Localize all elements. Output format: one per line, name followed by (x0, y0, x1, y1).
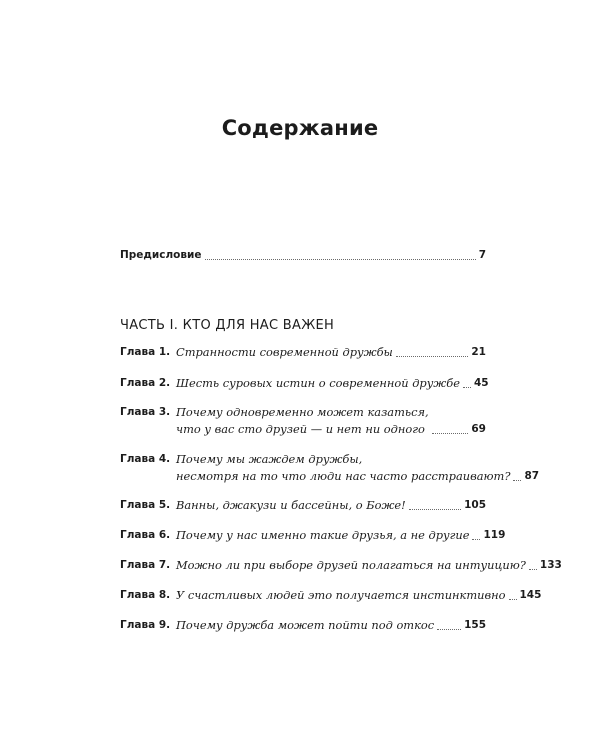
page-number: 105 (464, 499, 486, 511)
toc-entry-chapter-4 (120, 451, 540, 485)
chapter-number: Глава 6. (120, 529, 171, 541)
page-number: 133 (539, 559, 562, 571)
chapter-number: Глава 1. (120, 346, 171, 358)
chapter-title: У счастливых людей это получается инстинктивно (176, 588, 506, 602)
chapter-title: Почему дружба может пойти под откос (176, 618, 435, 632)
page-number: 145 (519, 589, 542, 601)
chapter-title-line-1: Почему одновременно может казаться, (176, 405, 429, 419)
page-number: 45 (473, 377, 489, 389)
toc-entry-chapter-2 (120, 375, 489, 392)
toc-entry-chapter-5 (120, 497, 486, 514)
chapter-number: Глава 5. (120, 499, 171, 511)
chapter-title (176, 404, 429, 438)
dot-leader (509, 598, 517, 600)
toc-entry-chapter-6 (120, 527, 506, 544)
part-heading: ЧАСТЬ I. КТО ДЛЯ НАС ВАЖЕН (120, 318, 335, 333)
chapter-title-line-1: Почему мы жаждем дружбы, (176, 452, 363, 466)
dot-leader (463, 386, 471, 388)
toc-entry-chapter-1 (120, 344, 486, 361)
chapter-number: Глава 8. (120, 589, 171, 601)
dot-leader (396, 355, 469, 357)
dot-leader (432, 432, 469, 434)
page-number: 119 (483, 529, 506, 541)
chapter-title: Странности современной дружбы (176, 345, 393, 359)
chapter-number: Глава 2. (120, 377, 171, 389)
toc-entry-chapter-7 (120, 557, 562, 574)
chapter-title-line-2: несмотря на то что люди нас часто расстраивают? (176, 469, 511, 483)
chapter-title: Можно ли при выборе друзей полагаться на интуицию? (176, 558, 526, 572)
page-number: 69 (471, 423, 486, 435)
preface-label: Предисловие (120, 249, 202, 261)
chapter-title-line-2: что у вас сто друзей — и нет ни одного (176, 422, 425, 436)
page-number: 21 (471, 346, 486, 358)
chapter-number: Глава 9. (120, 619, 171, 631)
chapter-title: Шесть суровых истин о современной дружбе (176, 376, 460, 390)
chapter-title (176, 451, 510, 485)
chapter-number: Глава 3. (120, 406, 171, 418)
page-number: 87 (524, 470, 540, 482)
dot-leader (437, 628, 461, 630)
toc-entry-chapter-3 (120, 404, 486, 438)
toc-entry-chapter-9 (120, 617, 486, 634)
toc-entry-chapter-8 (120, 587, 542, 604)
chapter-title: Ванны, джакузи и бассейны, о Боже! (176, 498, 406, 512)
dot-leader (205, 258, 476, 260)
toc-entry-preface (120, 247, 486, 264)
page-number: 7 (478, 249, 486, 261)
dot-leader (513, 479, 521, 481)
dot-leader (409, 508, 461, 510)
dot-leader (529, 568, 537, 570)
page-number: 155 (464, 619, 486, 631)
page-title: Содержание (221, 116, 379, 140)
dot-leader (472, 538, 480, 540)
chapter-number: Глава 4. (120, 453, 171, 465)
chapter-title: Почему у нас именно такие друзья, а не другие (176, 528, 470, 542)
chapter-number: Глава 7. (120, 559, 171, 571)
